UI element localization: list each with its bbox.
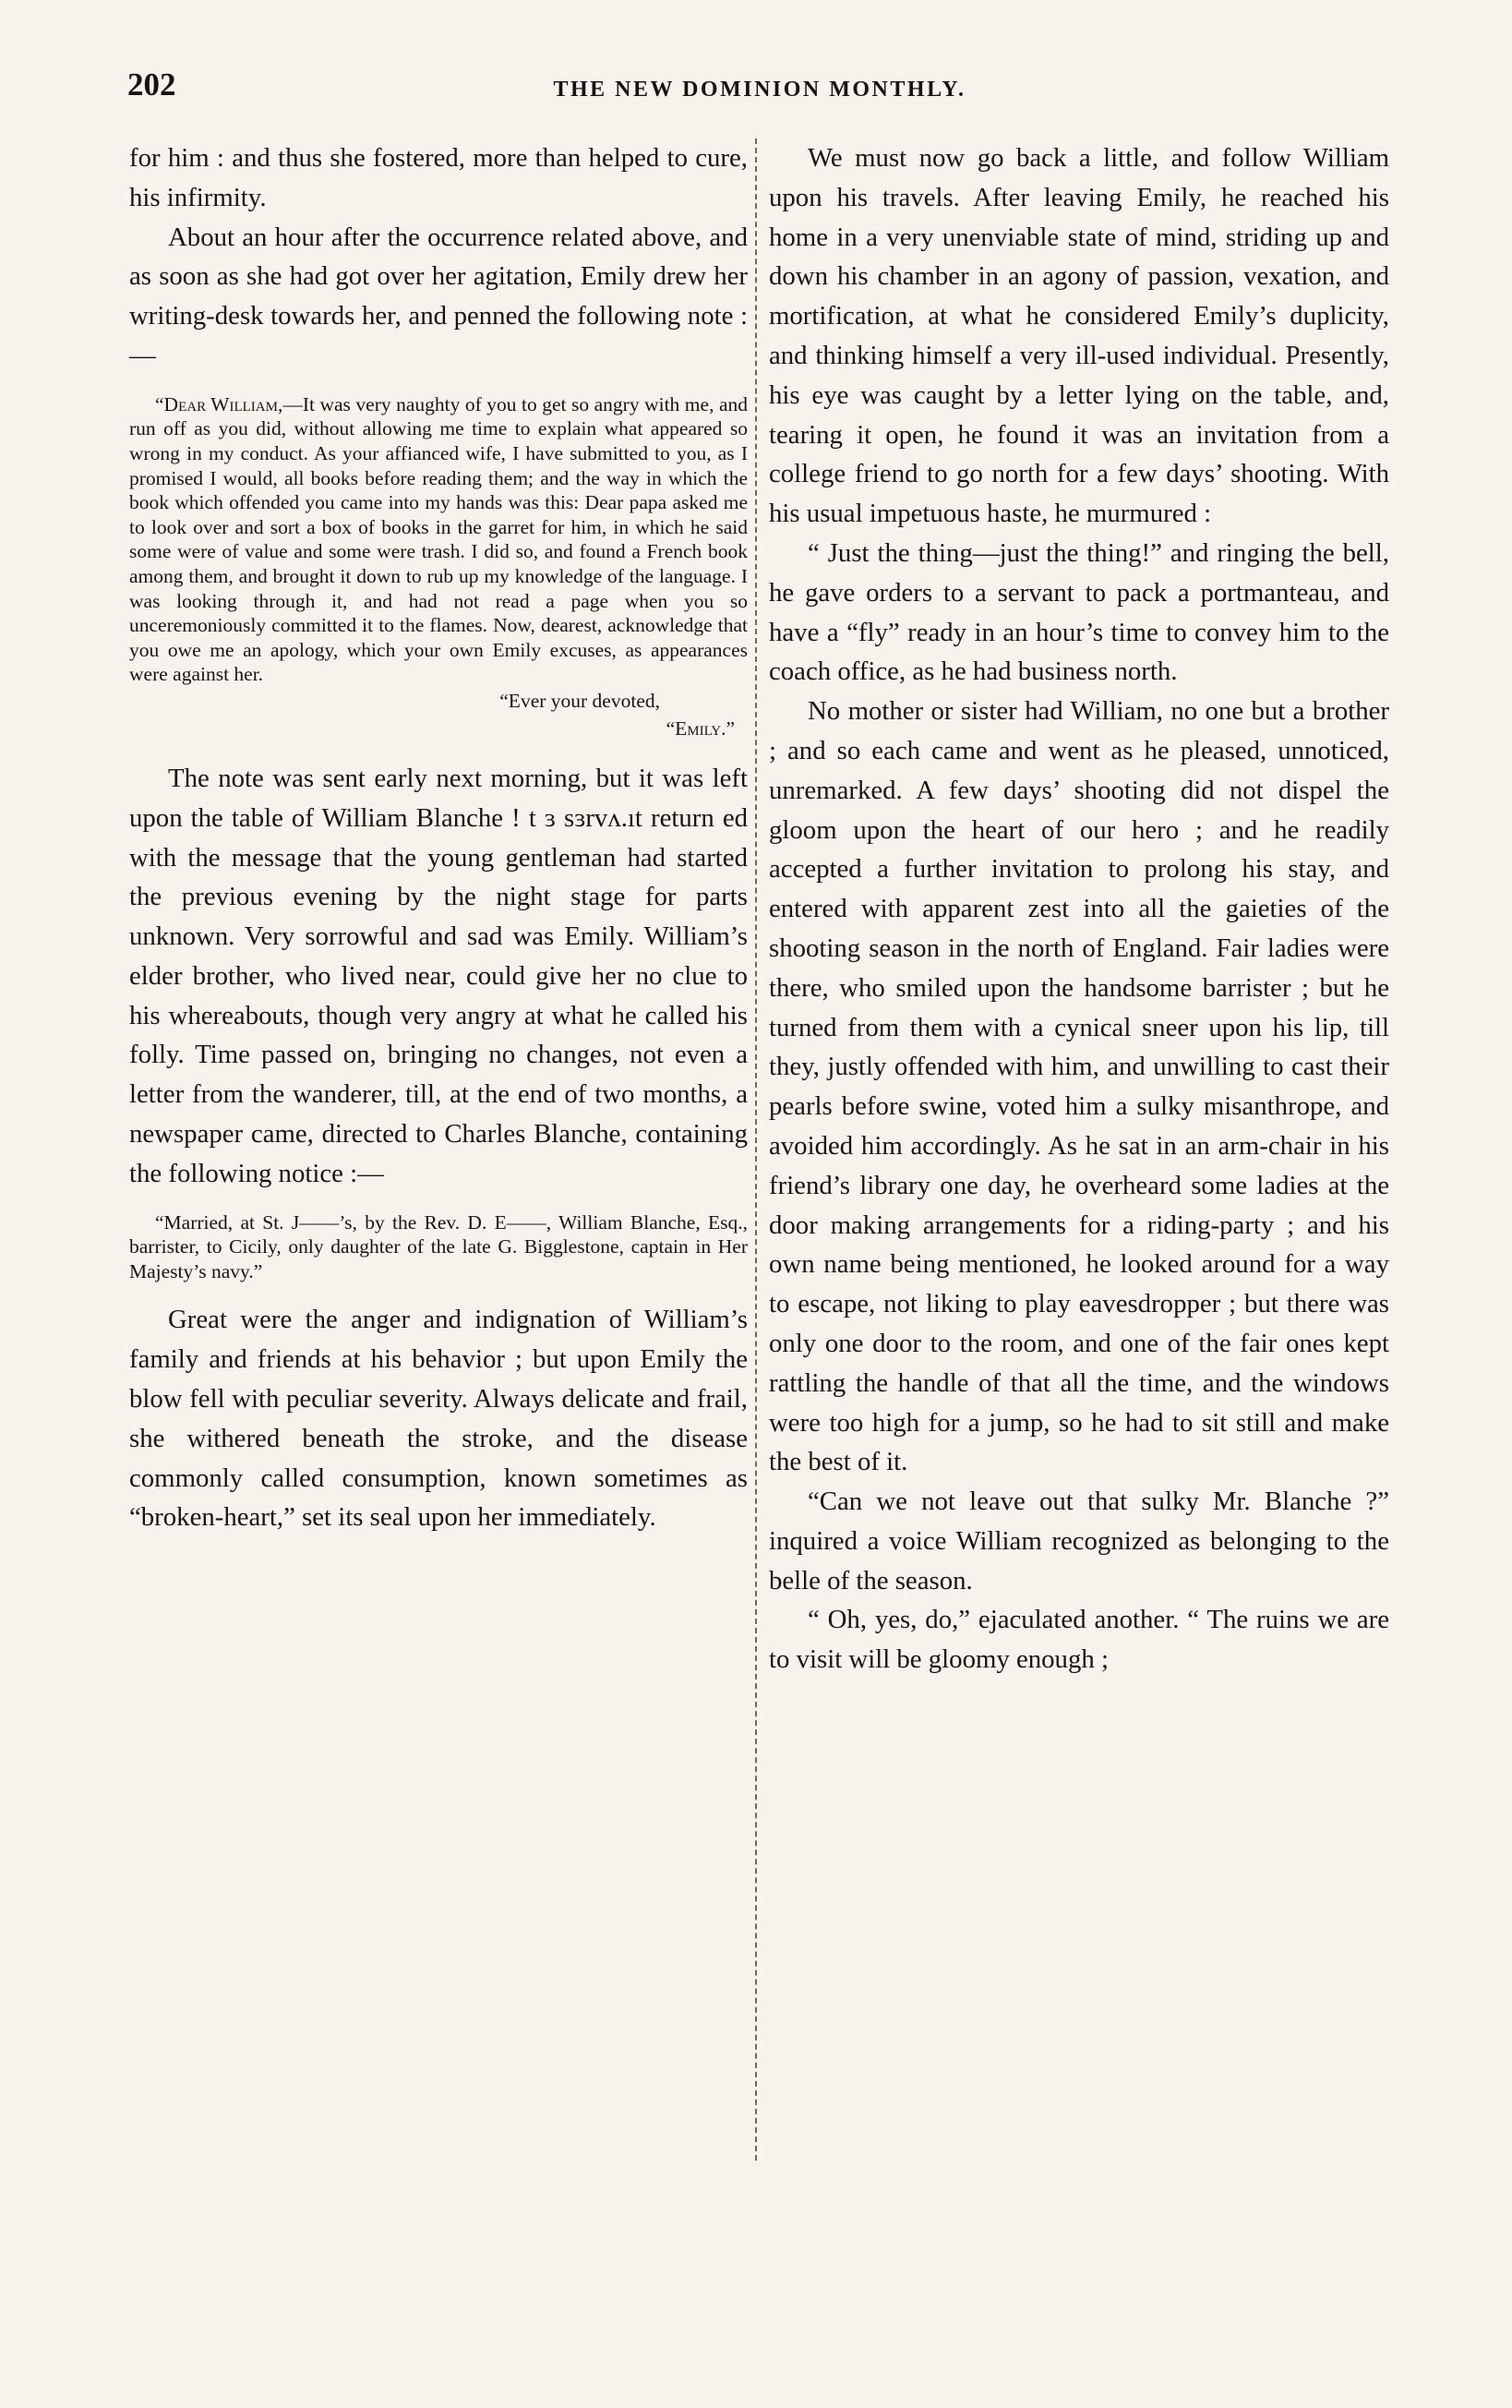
- right-column: [769, 138, 1389, 1680]
- paragraph: About an hour after the occurrence related above, and as soon as she had got over her agitation, Emily drew her writing-desk towards her, and penned the following note :—: [129, 222, 748, 370]
- left-column: [129, 138, 748, 1537]
- letter-salutation: “Dear William,: [155, 392, 283, 415]
- paragraph: “ Just the thing—just the thing!” and ringing the bell, he gave orders to a servant to pack a portmanteau, and have a “fly” ready in an hour’s time to convey him to the coach office, as he had business north.: [769, 537, 1389, 687]
- paragraph: “ Oh, yes, do,” ejaculated another. “ The ruins we are to visit will be gloomy enough ;: [769, 1605, 1389, 1675]
- newspaper-notice: “Married, at St. J——’s, by the Rev. D. E——, William Blanche, Esq., barrister, to Cicily, only daughter of the late G. Bigglestone, captain in Her Majesty’s navy.”: [129, 1210, 748, 1282]
- letter-text: —It was very naughty of you to get so angry with me, and run off as you did, without allowing me time to explain what appeared so wrong in my conduct. As your affianced wife, I have submitted to you, as I promised I would, all books before reading them; and the way in which the book which offended you came into my hands was this: Dear papa asked me to look over and sort a box of books in the garret for him, in which he said some were of value and some were trash. I did so, and found a French book among them, and brought it down to rub up my knowledge of the language. I was looking through it, and had not read a page when you so unceremoniously committed it to the flames. Now, dearest, acknowledge that you owe me an apology, which your own Emily excuses, as appearances were against her.: [129, 392, 748, 686]
- letter-closing: “Ever your devoted,: [499, 689, 660, 712]
- page-number: 202: [127, 66, 176, 102]
- letter-quote: [129, 392, 748, 742]
- paragraph: “Can we not leave out that sulky Mr. Blanche ?” inquired a voice William recognized as belonging to the belle of the season.: [769, 1487, 1389, 1595]
- paragraph: for him : and thus she fostered, more than helped to cure, his infirmity.: [129, 143, 748, 212]
- running-title: THE NEW DOMINION MONTHLY.: [553, 78, 966, 102]
- paragraph: The note was sent early next morning, but it was left upon the table of William Blanche ! t ɜ sɜrvʌ.ıt return ed with the message that the young gentleman had started the previous evening by the night stage for parts unknown. Very sorrowful and sad was Emily. William’s elder brother, who lived near, could give her no clue to his whereabouts, though very angry at what he called his folly. Time passed on, bringing no changes, not even a letter from the wanderer, till, at the end of two months, a newspaper came, directed to Charles Blanche, containing the following notice :—: [129, 763, 748, 1188]
- letter-signature: “Emily.”: [666, 716, 735, 740]
- page-header: [127, 66, 1392, 113]
- paragraph: Great were the anger and indignation of William’s family and friends at his behavior ; but upon Emily the blow fell with peculiar severity. Always delicate and frail, she withered beneath the stroke, and the disease commonly called consumption, known sometimes as “broken-heart,” set its seal upon her immediately.: [129, 1305, 748, 1533]
- letter-body: [129, 392, 748, 687]
- paragraph: We must now go back a little, and follow William upon his travels. After leaving Emily, he reached his home in a very unenviable state of mind, striding up and down his chamber in an agony of passion, vexation, and mortification, at what he considered Emily’s duplicity, and thinking himself a very ill-used individual. Presently, his eye was caught by a letter lying on the table, and, tearing it open, he found it was an invitation from a college friend to go north for a few days’ shooting. With his usual impetuous haste, he murmured :: [769, 143, 1389, 529]
- paragraph: No mother or sister had William, no one but a brother ; and so each came and went as he pleased, unnoticed, unremarked. A few days’ shooting did not dispel the gloom upon the heart of our hero ; and he readily accepted a further invitation to prolong his stay, and entered with apparent zest into all the gaieties of the shooting season in the north of England. Fair ladies were there, who smiled upon the handsome barrister ; but he turned from them with a cynical sneer upon his lip, till they, justly offended with him, and unwilling to cast their pearls before swine, voted him a sulky misanthrope, and avoided him accordingly. As he sat in an arm-chair in his friend’s library one day, he overheard some ladies at the door making arrangements for a riding-party ; and his own name being mentioned, he looked around for a way to escape, not liking to play eavesdropper ; but there was only one door to the room, and one of the fair ones kept rattling the handle of that all the time, and the windows were too high for a jump, so he had to sit still and make the best of it.: [769, 696, 1389, 1477]
- column-divider: [755, 138, 757, 2161]
